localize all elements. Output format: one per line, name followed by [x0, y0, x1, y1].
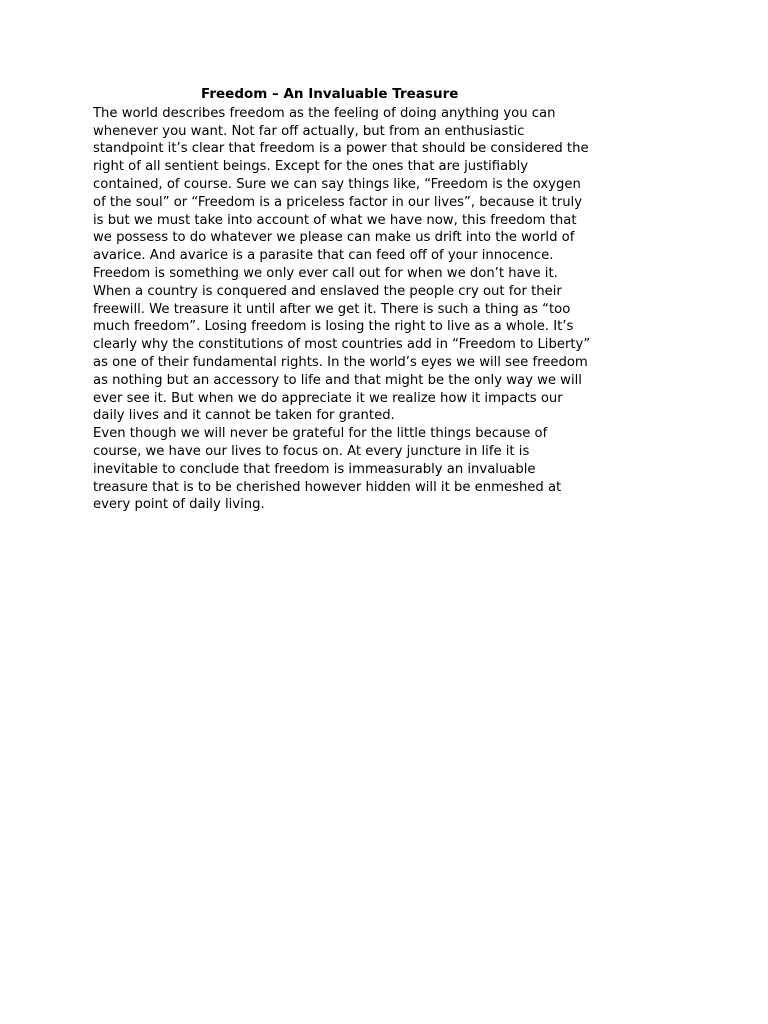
text-line: freewill. We treasure it until after we get it. There is such a thing as “too: [93, 301, 571, 317]
text-line: clearly why the constitutions of most countries add in “Freedom to Liberty”: [93, 337, 591, 353]
text-line: course, we have our lives to focus on. At every juncture in life it is: [93, 443, 530, 459]
text-line: inevitable to conclude that freedom is immeasurably an invaluable: [93, 461, 536, 477]
text-line: Even though we will never be grateful for the little things because of: [93, 426, 548, 442]
text-line: The world describes freedom as the feeling of doing anything you can: [93, 105, 556, 121]
text-line: much freedom”. Losing freedom is losing the right to live as a whole. It’s: [93, 319, 574, 335]
text-line: whenever you want. Not far off actually, but from an enthusiastic: [93, 123, 525, 139]
document-body: [93, 86, 591, 514]
text-line: treasure that is to be cherished however hidden will it be enmeshed at: [93, 479, 562, 495]
text-line: avarice. And avarice is a parasite that can feed off of your innocence.: [93, 248, 554, 264]
text-line: is but we must take into account of what we have now, this freedom that: [93, 212, 577, 228]
text-line: When a country is conquered and enslaved the people cry out for their: [93, 283, 562, 299]
text-line: right of all sentient beings. Except for the ones that are justifiably: [93, 159, 529, 175]
text-line: Freedom is something we only ever call out for when we don’t have it.: [93, 265, 558, 281]
text-line: standpoint it’s clear that freedom is a power that should be considered the: [93, 141, 589, 157]
text-line: we possess to do whatever we please can make us drift into the world of: [93, 230, 575, 246]
text-line: as one of their fundamental rights. In the world’s eyes we will see freedom: [93, 354, 588, 370]
text-line: contained, of course. Sure we can say things like, “Freedom is the oxygen: [93, 176, 581, 192]
text-line: as nothing but an accessory to life and that might be the only way we will: [93, 372, 582, 388]
text-line: of the soul” or “Freedom is a priceless factor in our lives”, because it truly: [93, 194, 583, 210]
document-title: Freedom – An Invaluable Treasure: [201, 86, 459, 102]
text-line: ever see it. But when we do appreciate it we realize how it impacts our: [93, 390, 563, 406]
text-line: daily lives and it cannot be taken for granted.: [93, 408, 395, 424]
text-line: every point of daily living.: [93, 497, 265, 513]
paragraph-1: [93, 105, 591, 425]
paragraph-2: [93, 425, 583, 514]
